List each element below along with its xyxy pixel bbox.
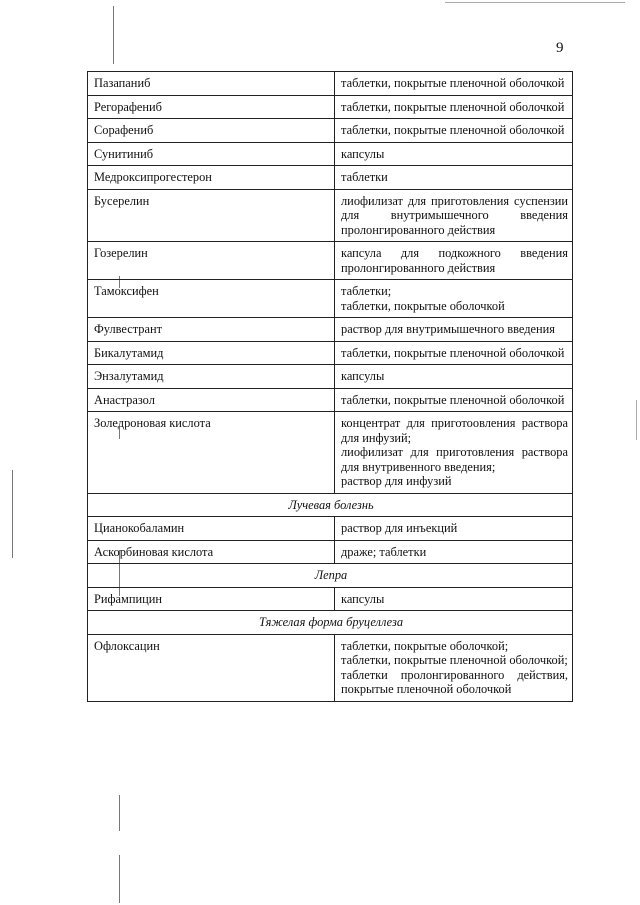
drug-name: Фулвестрант bbox=[88, 318, 335, 342]
drug-name: Анастразол bbox=[88, 388, 335, 412]
dosage-form: капсулы bbox=[341, 591, 385, 606]
table-row bbox=[88, 119, 573, 143]
drug-name: Пазапаниб bbox=[88, 72, 335, 96]
dosage-form-cell bbox=[335, 142, 573, 166]
section-row bbox=[88, 564, 573, 588]
dosage-form: лиофилизат для приготовления раствора для внутривенного введения; bbox=[341, 445, 568, 474]
dosage-form-cell bbox=[335, 587, 573, 611]
table-row bbox=[88, 517, 573, 541]
dosage-form: таблетки, покрытые оболочкой bbox=[341, 298, 505, 313]
table-row bbox=[88, 318, 573, 342]
drug-name: Бикалутамид bbox=[88, 341, 335, 365]
page-number: 9 bbox=[556, 40, 564, 56]
table-row bbox=[88, 540, 573, 564]
drug-name: Энзалутамид bbox=[88, 365, 335, 389]
dosage-form: таблетки bbox=[341, 170, 388, 184]
dosage-form: таблетки пролонгированного действия, покрытые пленочной оболочкой bbox=[341, 667, 568, 696]
dosage-form-cell bbox=[335, 540, 573, 564]
drug-name: Бусерелин bbox=[88, 189, 335, 242]
drug-name: Сунитиниб bbox=[88, 142, 335, 166]
scan-mark bbox=[119, 855, 120, 903]
dosage-form: таблетки, покрытые пленочной оболочкой bbox=[341, 345, 565, 360]
table-row bbox=[88, 388, 573, 412]
scan-mark bbox=[636, 400, 637, 440]
dosage-form: раствор для внутримышечного введения bbox=[341, 322, 555, 336]
drug-name: Тамоксифен bbox=[88, 280, 335, 318]
dosage-form: раствор для инъекций bbox=[341, 521, 458, 535]
drug-name: Регорафениб bbox=[88, 95, 335, 119]
drug-name: Золедроновая кислота bbox=[88, 412, 335, 494]
table-row bbox=[88, 95, 573, 119]
dosage-form-cell bbox=[335, 365, 573, 389]
dosage-form-cell bbox=[335, 242, 573, 280]
dosage-form: таблетки, покрытые пленочной оболочкой bbox=[341, 76, 565, 90]
drug-name: Гозерелин bbox=[88, 242, 335, 280]
table-row bbox=[88, 189, 573, 242]
dosage-form-cell bbox=[335, 119, 573, 143]
dosage-form: таблетки, покрытые оболочкой; bbox=[341, 638, 509, 653]
section-title: Лучевая болезнь bbox=[88, 493, 573, 517]
table-row bbox=[88, 341, 573, 365]
scan-mark bbox=[113, 6, 114, 64]
dosage-form: таблетки, покрытые пленочной оболочкой bbox=[341, 392, 565, 407]
dosage-form-cell bbox=[335, 72, 573, 96]
dosage-form-cell bbox=[335, 280, 573, 318]
table-row bbox=[88, 142, 573, 166]
dosage-form-cell bbox=[335, 189, 573, 242]
dosage-form: таблетки; bbox=[341, 284, 392, 298]
drug-name: Цианокобаламин bbox=[88, 517, 335, 541]
dosage-form: капсула для подкожного введения пролонгированного действия bbox=[341, 246, 568, 275]
table-row bbox=[88, 634, 573, 701]
section-row bbox=[88, 611, 573, 635]
dosage-form-cell bbox=[335, 166, 573, 190]
dosage-form-cell bbox=[335, 341, 573, 365]
dosage-form-cell bbox=[335, 412, 573, 494]
section-row bbox=[88, 493, 573, 517]
dosage-form: таблетки, покрытые пленочной оболочкой bbox=[341, 123, 565, 137]
drug-table bbox=[87, 71, 573, 702]
drug-name: Аскорбиновая кислота bbox=[88, 540, 335, 564]
drug-name: Рифампицин bbox=[88, 587, 335, 611]
dosage-form: лиофилизат для приготовления суспензии для внутримышечного введения пролонгированного действия bbox=[341, 193, 568, 237]
table-row bbox=[88, 365, 573, 389]
scan-mark bbox=[12, 470, 13, 558]
drug-name: Сорафениб bbox=[88, 119, 335, 143]
dosage-form-cell bbox=[335, 634, 573, 701]
dosage-form: капсулы bbox=[341, 369, 385, 383]
table-row bbox=[88, 72, 573, 96]
section-title: Тяжелая форма бруцеллеза bbox=[88, 611, 573, 635]
table-row bbox=[88, 587, 573, 611]
drug-name: Офлоксацин bbox=[88, 634, 335, 701]
table-row bbox=[88, 412, 573, 494]
scan-mark bbox=[445, 2, 625, 3]
dosage-form-cell bbox=[335, 517, 573, 541]
dosage-form: раствор для инфузий bbox=[341, 474, 452, 488]
drug-name: Медроксипрогестерон bbox=[88, 166, 335, 190]
table-row bbox=[88, 166, 573, 190]
dosage-form: таблетки, покрытые пленочной оболочкой; bbox=[341, 653, 568, 667]
table-body bbox=[88, 72, 573, 702]
dosage-form-cell bbox=[335, 318, 573, 342]
dosage-form-cell bbox=[335, 95, 573, 119]
dosage-form: таблетки, покрытые пленочной оболочкой bbox=[341, 99, 565, 114]
scan-mark bbox=[119, 795, 120, 831]
dosage-form: капсулы bbox=[341, 146, 385, 161]
table-row bbox=[88, 280, 573, 318]
dosage-form-cell bbox=[335, 388, 573, 412]
dosage-form: драже; таблетки bbox=[341, 544, 427, 559]
section-title: Лепра bbox=[88, 564, 573, 588]
table-row bbox=[88, 242, 573, 280]
dosage-form: концентрат для приготоовления раствора для инфузий; bbox=[341, 416, 568, 445]
